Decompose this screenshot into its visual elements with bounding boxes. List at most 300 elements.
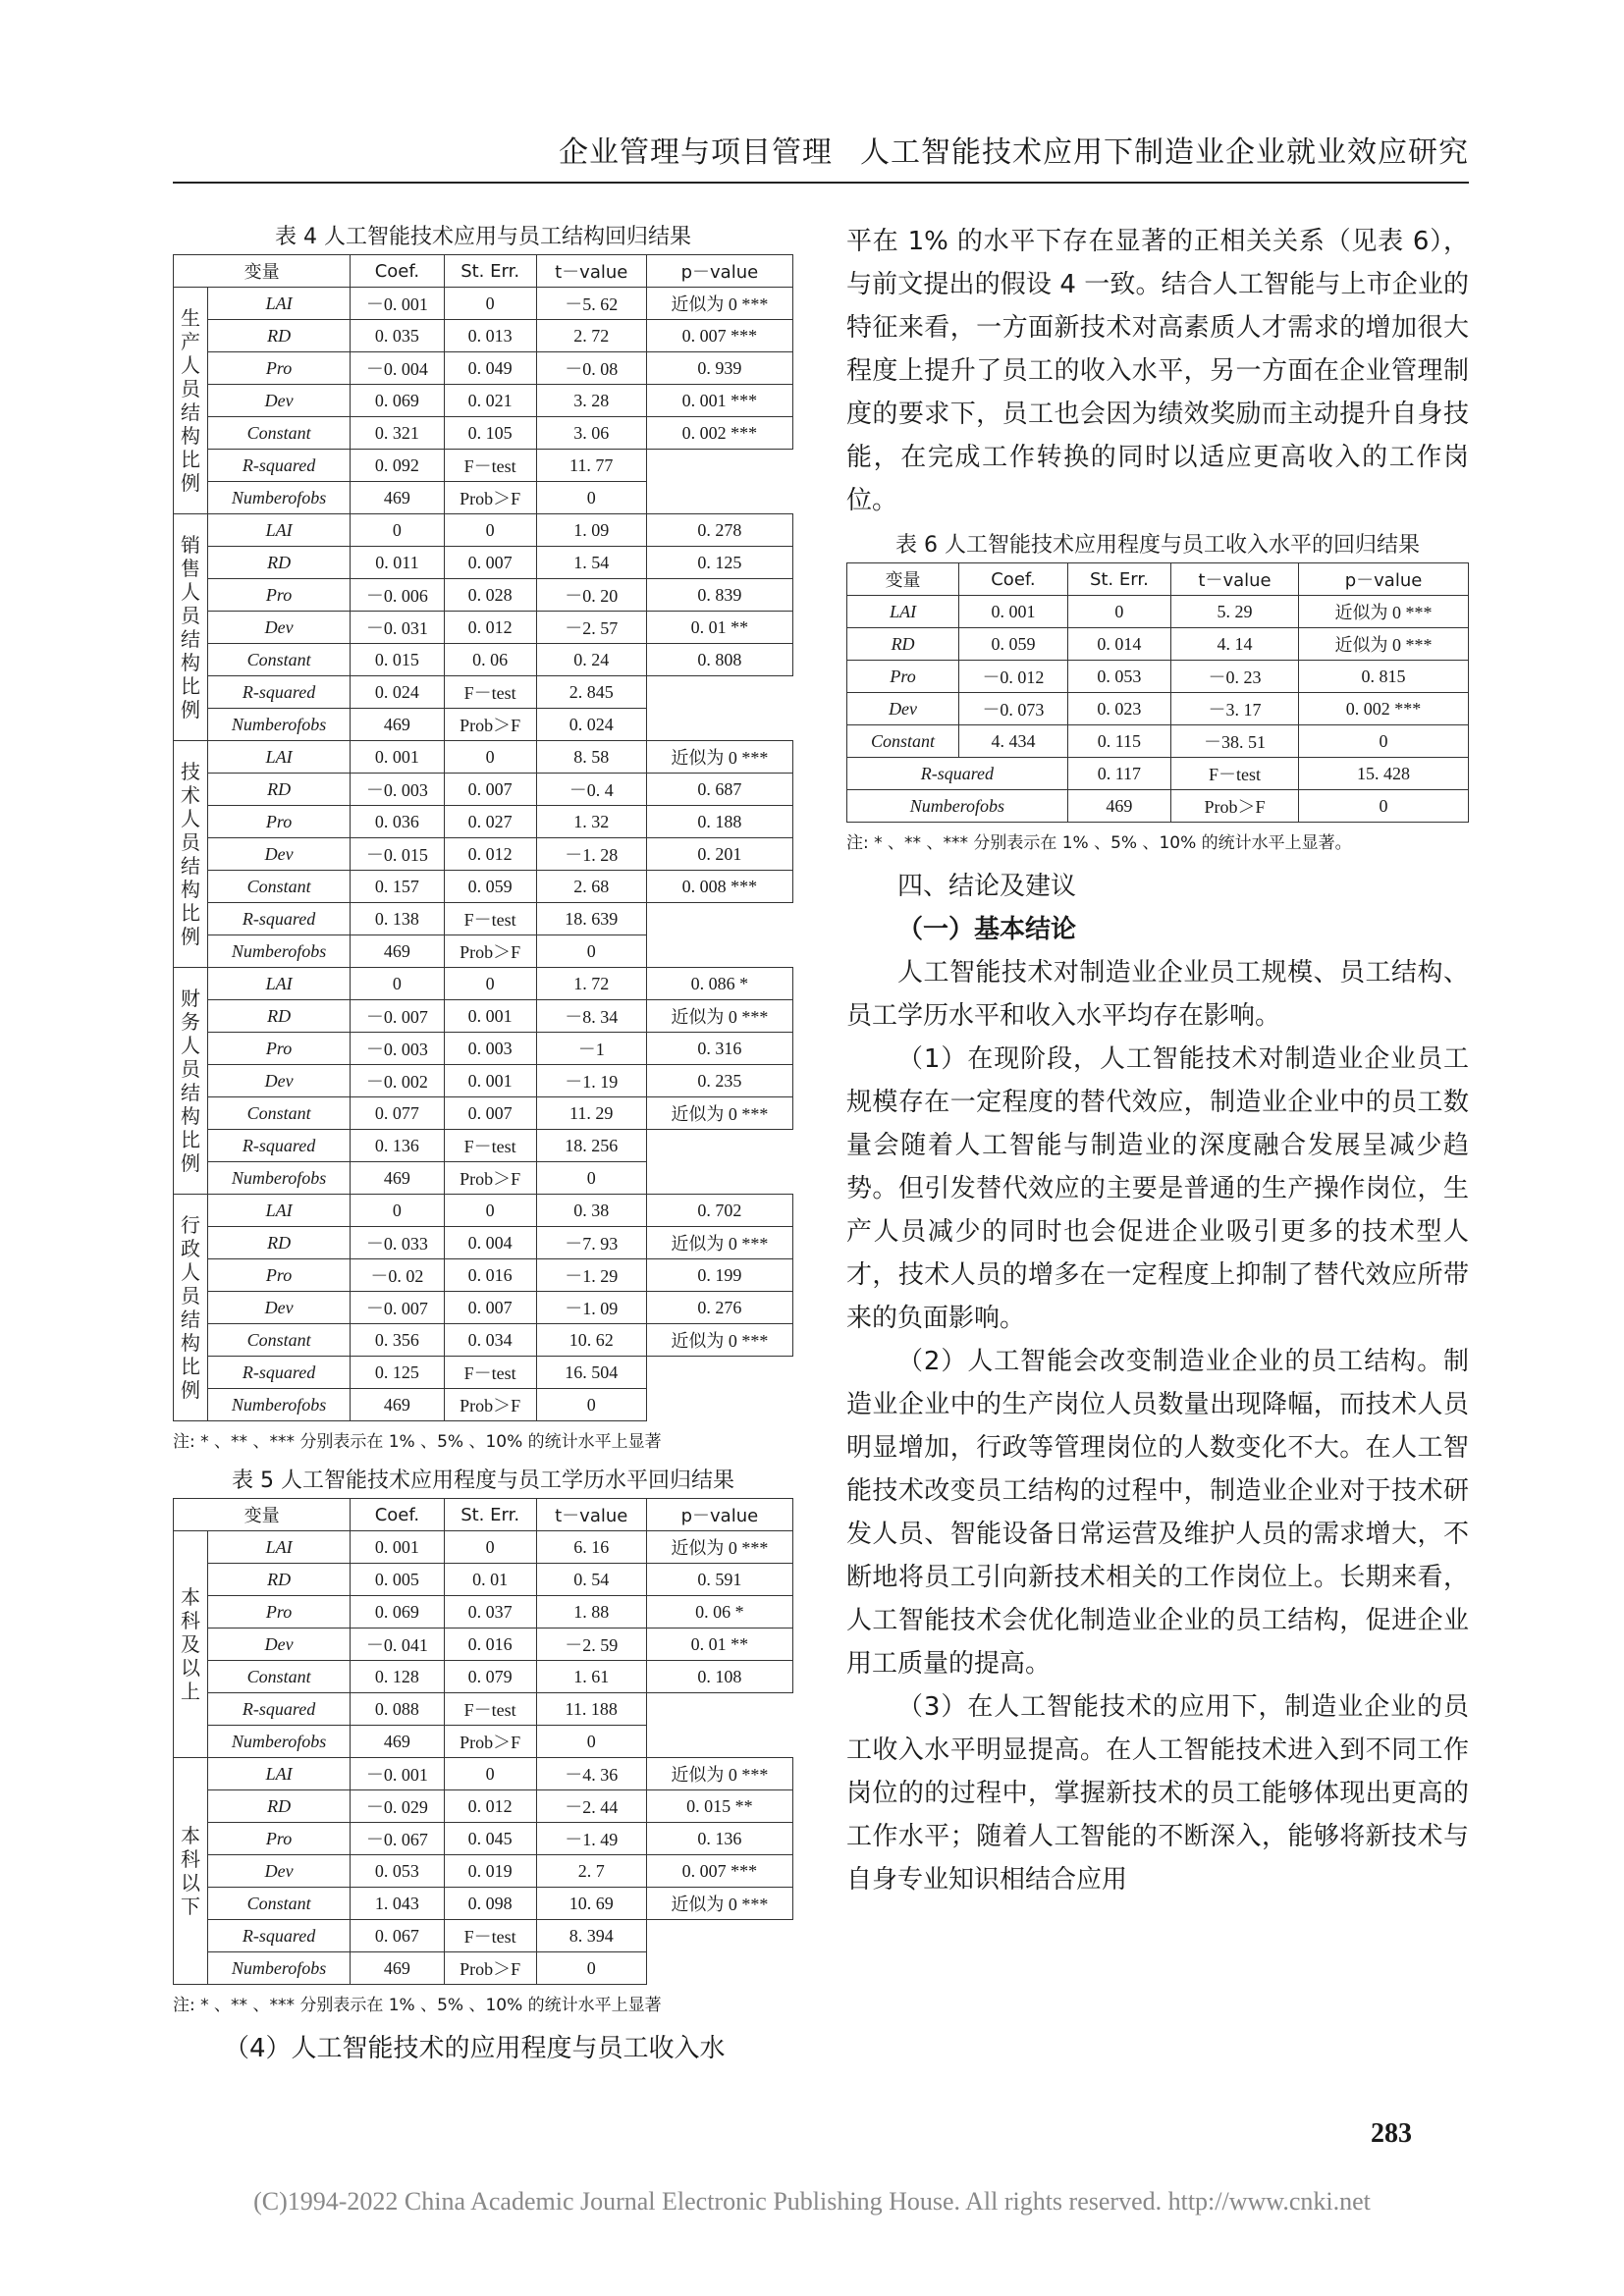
- table-cell: Prob＞F: [444, 935, 536, 968]
- table-row: [174, 1097, 793, 1130]
- table-cell: 0. 06 *: [646, 1596, 792, 1629]
- table-cell: 0: [536, 1726, 646, 1758]
- table-cell: 0: [536, 935, 646, 968]
- variable-name: Constant: [847, 725, 959, 758]
- stat-label: R-squared: [208, 1357, 351, 1389]
- table-row: [847, 725, 1469, 758]
- stat-row: [174, 1952, 793, 1985]
- table-cell: 0. 001: [959, 596, 1068, 628]
- column-header: Coef.: [351, 255, 444, 288]
- table-cell: 0. 023: [1067, 693, 1170, 725]
- table-cell: 0. 086 *: [646, 968, 792, 1000]
- table-cell: F－test: [444, 1130, 536, 1162]
- column-header: 变量: [847, 563, 959, 596]
- table-cell: 2. 845: [536, 676, 646, 709]
- table-cell: －0. 031: [351, 612, 444, 644]
- table-cell: 近似为 0 ***: [646, 741, 792, 774]
- table-cell: 0: [351, 514, 444, 547]
- table-cell: －0. 4: [536, 774, 646, 806]
- table-cell: －8. 34: [536, 1000, 646, 1033]
- table-row: [174, 1596, 793, 1629]
- article-title: 人工智能技术应用下制造业企业就业效应研究: [860, 135, 1469, 170]
- table-cell: 0: [444, 514, 536, 547]
- journal-section: 企业管理与项目管理: [559, 135, 833, 170]
- table-cell: 3. 06: [536, 417, 646, 450]
- stat-row: [174, 935, 793, 968]
- variable-name: LAI: [208, 968, 351, 1000]
- table-cell: 469: [351, 1726, 444, 1758]
- table-cell: 0. 01 **: [646, 612, 792, 644]
- table-cell: 4. 434: [959, 725, 1068, 758]
- variable-name: RD: [208, 1000, 351, 1033]
- table-cell: 0. 125: [646, 547, 792, 579]
- table-cell: 0. 016: [444, 1259, 536, 1292]
- variable-name: Dev: [208, 385, 351, 417]
- table6-note: 注: * 、** 、*** 分别表示在 1% 、5% 、10% 的统计水平上显著。: [846, 833, 1352, 853]
- stat-row: [174, 1389, 793, 1421]
- stat-label: Numberofobs: [208, 1162, 351, 1195]
- body-paragraph: 人工智能技术对制造业企业员工规模、员工结构、员工学历水平和收入水平均存在影响。: [846, 958, 1469, 1031]
- table-cell: 0: [351, 968, 444, 1000]
- table-row: [174, 741, 793, 774]
- column-header: t－value: [1170, 563, 1298, 596]
- variable-name: Dev: [208, 838, 351, 871]
- table-cell: 0. 012: [444, 1790, 536, 1823]
- stat-label: R-squared: [208, 1130, 351, 1162]
- table-cell: 近似为 0 ***: [646, 1324, 792, 1357]
- table-cell: 近似为 0 ***: [646, 1531, 792, 1564]
- stat-label: R-squared: [208, 1920, 351, 1952]
- table-cell: 2. 72: [536, 320, 646, 352]
- table-cell: 0. 007 ***: [646, 1855, 792, 1888]
- table-cell: 1. 32: [536, 806, 646, 838]
- stat-row: [847, 790, 1469, 823]
- table-row: [174, 1000, 793, 1033]
- group-label: 技术人员结构比例: [174, 741, 208, 968]
- table-header-row: [174, 255, 793, 288]
- table-cell: 近似为 0 ***: [646, 1227, 792, 1259]
- table-row: [174, 1564, 793, 1596]
- table-cell: 11. 77: [536, 450, 646, 482]
- table-cell: 近似为 0 ***: [646, 1758, 792, 1790]
- table-cell: 0. 939: [646, 352, 792, 385]
- stat-row: [174, 482, 793, 514]
- table-row: [174, 320, 793, 352]
- table-cell: 0. 002 ***: [1299, 693, 1469, 725]
- table-cell: 0. 024: [351, 676, 444, 709]
- variable-name: Pro: [208, 579, 351, 612]
- table-cell: 469: [351, 709, 444, 741]
- table-cell: －0. 02: [351, 1259, 444, 1292]
- table-cell: 8. 58: [536, 741, 646, 774]
- table-cell: －0. 003: [351, 1033, 444, 1065]
- table-cell: 1. 54: [536, 547, 646, 579]
- stat-label: R-squared: [208, 903, 351, 935]
- table-row: [174, 547, 793, 579]
- table-cell: 0. 024: [536, 709, 646, 741]
- table-cell: 0. 38: [536, 1195, 646, 1227]
- table-cell: 0. 157: [351, 871, 444, 903]
- stat-row: [174, 1357, 793, 1389]
- table-cell: 0. 001: [351, 741, 444, 774]
- table-cell: 0. 117: [1067, 758, 1170, 790]
- body-paragraph: （4）人工智能技术的应用程度与员工收入水: [224, 2034, 726, 2063]
- column-header: Coef.: [351, 1499, 444, 1531]
- table-row: [174, 514, 793, 547]
- table-cell: 0. 06: [444, 644, 536, 676]
- table-row: [174, 1531, 793, 1564]
- table-cell: 0. 059: [959, 628, 1068, 661]
- table-cell: Prob＞F: [444, 1162, 536, 1195]
- table-cell: 1. 88: [536, 1596, 646, 1629]
- variable-name: LAI: [208, 1758, 351, 1790]
- table-cell: 近似为 0 ***: [1299, 628, 1469, 661]
- copyright-footer: (C)1994-2022 China Academic Journal Electronic Publishing House. All rights reserved. http://www.cnki.net: [253, 2187, 1371, 2216]
- table-cell: 10. 62: [536, 1324, 646, 1357]
- table-cell: 0: [1299, 790, 1469, 823]
- group-label: 销售人员结构比例: [174, 514, 208, 741]
- group-label: 本科及以上: [174, 1531, 208, 1758]
- table-cell: 0. 001: [444, 1065, 536, 1097]
- stat-label: Numberofobs: [208, 935, 351, 968]
- table-cell: －5. 62: [536, 288, 646, 320]
- stat-label: Numberofobs: [208, 1952, 351, 1985]
- stat-row: [847, 758, 1469, 790]
- table-row: [847, 693, 1469, 725]
- table-cell: －2. 59: [536, 1629, 646, 1661]
- variable-name: Constant: [208, 417, 351, 450]
- table-cell: Prob＞F: [1170, 790, 1298, 823]
- table-cell: 0. 012: [444, 838, 536, 871]
- variable-name: Pro: [208, 1596, 351, 1629]
- stat-row: [174, 1726, 793, 1758]
- variable-name: Constant: [208, 1888, 351, 1920]
- table-cell: 0. 321: [351, 417, 444, 450]
- column-header: St. Err.: [444, 255, 536, 288]
- table-cell: 0. 088: [351, 1693, 444, 1726]
- table-cell: 2. 68: [536, 871, 646, 903]
- column-header: p－value: [646, 1499, 792, 1531]
- table-cell: 0. 014: [1067, 628, 1170, 661]
- table6-caption: 表 6 人工智能技术应用程度与员工收入水平的回归结果: [895, 533, 1420, 558]
- table-cell: 0. 108: [646, 1661, 792, 1693]
- table6: [846, 562, 1469, 823]
- table-cell: 0. 067: [351, 1920, 444, 1952]
- table5-caption: 表 5 人工智能技术应用程度与员工学历水平回归结果: [232, 1468, 734, 1493]
- column-header: t－value: [536, 255, 646, 288]
- table-cell: 0. 125: [351, 1357, 444, 1389]
- table-cell: 469: [351, 1162, 444, 1195]
- table-cell: 0. 069: [351, 385, 444, 417]
- table-cell: 0. 036: [351, 806, 444, 838]
- table-cell: －38. 51: [1170, 725, 1298, 758]
- table-cell: 0. 013: [444, 320, 536, 352]
- table-cell: 0. 035: [351, 320, 444, 352]
- table-row: [174, 1629, 793, 1661]
- table-cell: －0. 015: [351, 838, 444, 871]
- table-cell: 0. 008 ***: [646, 871, 792, 903]
- table-cell: －2. 44: [536, 1790, 646, 1823]
- table-cell: 0. 001 ***: [646, 385, 792, 417]
- body-paragraph: （3）在人工智能技术的应用下，制造业企业的员工收入水平明显提高。在人工智能技术进入到不同工作岗位的的过程中，掌握新技术的员工能够体现出更高的工作水平；随着人工智能的不断深入，能够将新技术与自身专业知识相结合应用: [846, 1692, 1469, 1895]
- table-cell: 0: [536, 1162, 646, 1195]
- table-cell: 0: [536, 1952, 646, 1985]
- column-header: 变量: [174, 255, 351, 288]
- table-cell: －7. 93: [536, 1227, 646, 1259]
- table-cell: 0. 034: [444, 1324, 536, 1357]
- group-label: 生产人员结构比例: [174, 288, 208, 514]
- table-cell: F－test: [444, 676, 536, 709]
- table-cell: Prob＞F: [444, 1389, 536, 1421]
- table-cell: 3. 28: [536, 385, 646, 417]
- table-row: [174, 1823, 793, 1855]
- variable-name: Constant: [208, 871, 351, 903]
- table-cell: 0. 077: [351, 1097, 444, 1130]
- table-cell: －0. 012: [959, 661, 1068, 693]
- table-cell: －0. 001: [351, 1758, 444, 1790]
- table-cell: 0. 092: [351, 450, 444, 482]
- variable-name: RD: [847, 628, 959, 661]
- group-label: 本科以下: [174, 1758, 208, 1985]
- table-row: [174, 1324, 793, 1357]
- table-cell: －1. 49: [536, 1823, 646, 1855]
- table-cell: 469: [1067, 790, 1170, 823]
- stat-row: [174, 1693, 793, 1726]
- table-row: [174, 1259, 793, 1292]
- table-cell: －0. 003: [351, 774, 444, 806]
- stat-row: [174, 903, 793, 935]
- table-row: [847, 596, 1469, 628]
- table-cell: －1. 19: [536, 1065, 646, 1097]
- table-cell: －0. 029: [351, 1790, 444, 1823]
- table-cell: 16. 504: [536, 1357, 646, 1389]
- table-cell: 0. 007: [444, 1292, 536, 1324]
- variable-name: Constant: [208, 1097, 351, 1130]
- table-cell: 0. 011: [351, 547, 444, 579]
- table-cell: 0. 001: [444, 1000, 536, 1033]
- variable-name: Constant: [208, 644, 351, 676]
- table-cell: 0. 316: [646, 1033, 792, 1065]
- table-cell: 0. 019: [444, 1855, 536, 1888]
- table-cell: －0. 073: [959, 693, 1068, 725]
- table-cell: 6. 16: [536, 1531, 646, 1564]
- table-cell: F－test: [444, 450, 536, 482]
- left-column: [173, 220, 793, 2070]
- variable-name: Pro: [847, 661, 959, 693]
- table-cell: Prob＞F: [444, 482, 536, 514]
- column-header: St. Err.: [444, 1499, 536, 1531]
- section-heading: 四、结论及建议: [897, 872, 1077, 901]
- column-header: Coef.: [959, 563, 1068, 596]
- table-cell: 0. 839: [646, 579, 792, 612]
- column-header: 变量: [174, 1499, 351, 1531]
- table-row: [847, 628, 1469, 661]
- table-row: [174, 774, 793, 806]
- table4: [173, 254, 793, 1421]
- table-cell: 0. 199: [646, 1259, 792, 1292]
- table-cell: 0. 687: [646, 774, 792, 806]
- variable-name: Dev: [208, 1855, 351, 1888]
- table-cell: 0: [536, 1389, 646, 1421]
- table-cell: 0. 012: [444, 612, 536, 644]
- stat-label: Numberofobs: [208, 1726, 351, 1758]
- table-cell: Prob＞F: [444, 709, 536, 741]
- table-cell: －0. 001: [351, 288, 444, 320]
- stat-row: [174, 1130, 793, 1162]
- table-row: [174, 871, 793, 903]
- running-header: [559, 128, 1469, 171]
- table-cell: 0. 002 ***: [646, 417, 792, 450]
- table-cell: 0. 235: [646, 1065, 792, 1097]
- table-row: [174, 1065, 793, 1097]
- table-cell: F－test: [1170, 758, 1298, 790]
- table-row: [174, 806, 793, 838]
- table-cell: －4. 36: [536, 1758, 646, 1790]
- variable-name: Dev: [208, 1629, 351, 1661]
- table-row: [174, 612, 793, 644]
- table-cell: －0. 004: [351, 352, 444, 385]
- table-cell: －0. 067: [351, 1823, 444, 1855]
- table-row: [174, 1888, 793, 1920]
- table-cell: 1. 72: [536, 968, 646, 1000]
- table-cell: 0. 01: [444, 1564, 536, 1596]
- table-cell: Prob＞F: [444, 1952, 536, 1985]
- table-cell: －1. 09: [536, 1292, 646, 1324]
- variable-name: LAI: [208, 1195, 351, 1227]
- table-cell: 2. 7: [536, 1855, 646, 1888]
- table-cell: 0. 115: [1067, 725, 1170, 758]
- stat-row: [174, 676, 793, 709]
- table-cell: －0. 20: [536, 579, 646, 612]
- table-row: [174, 644, 793, 676]
- table-cell: 0. 188: [646, 806, 792, 838]
- table-cell: 0. 005: [351, 1564, 444, 1596]
- table-cell: 0. 015: [351, 644, 444, 676]
- table-cell: 0. 098: [444, 1888, 536, 1920]
- table-cell: 0. 105: [444, 417, 536, 450]
- table-cell: 0: [444, 1758, 536, 1790]
- table-cell: 0. 059: [444, 871, 536, 903]
- table-cell: 0: [444, 1195, 536, 1227]
- table-row: [174, 1790, 793, 1823]
- table-cell: 0. 015 **: [646, 1790, 792, 1823]
- table-cell: 0. 01 **: [646, 1629, 792, 1661]
- variable-name: LAI: [208, 514, 351, 547]
- table-cell: 0: [351, 1195, 444, 1227]
- table-cell: 0. 54: [536, 1564, 646, 1596]
- table-cell: 0. 069: [351, 1596, 444, 1629]
- table4-note: 注: * 、** 、*** 分别表示在 1% 、5% 、10% 的统计水平上显著: [173, 1432, 662, 1452]
- table-cell: －3. 17: [1170, 693, 1298, 725]
- table-cell: 469: [351, 935, 444, 968]
- table-row: [174, 417, 793, 450]
- table-cell: －1. 28: [536, 838, 646, 871]
- table-row: [174, 1758, 793, 1790]
- table-cell: 0. 808: [646, 644, 792, 676]
- table-cell: 0. 356: [351, 1324, 444, 1357]
- table-cell: 0. 003: [444, 1033, 536, 1065]
- variable-name: LAI: [208, 288, 351, 320]
- table-cell: 0. 045: [444, 1823, 536, 1855]
- table-cell: F－test: [444, 903, 536, 935]
- table-cell: F－test: [444, 1357, 536, 1389]
- table4-caption: 表 4 人工智能技术应用与员工结构回归结果: [275, 225, 691, 249]
- table-cell: －2. 57: [536, 612, 646, 644]
- table-cell: －0. 002: [351, 1065, 444, 1097]
- table-cell: －0. 007: [351, 1000, 444, 1033]
- table-cell: 0. 053: [351, 1855, 444, 1888]
- table-cell: 0. 001: [351, 1531, 444, 1564]
- table-cell: 0. 276: [646, 1292, 792, 1324]
- table-cell: 0. 049: [444, 352, 536, 385]
- table-cell: 0. 136: [646, 1823, 792, 1855]
- variable-name: Pro: [208, 352, 351, 385]
- variable-name: LAI: [208, 1531, 351, 1564]
- table-cell: －0. 08: [536, 352, 646, 385]
- table-cell: 0. 037: [444, 1596, 536, 1629]
- table-cell: 0: [444, 288, 536, 320]
- table-cell: 0. 278: [646, 514, 792, 547]
- column-header: t－value: [536, 1499, 646, 1531]
- variable-name: RD: [208, 1564, 351, 1596]
- table-header-row: [847, 563, 1469, 596]
- table-cell: －1. 29: [536, 1259, 646, 1292]
- table-cell: 0. 138: [351, 903, 444, 935]
- stat-label: R-squared: [847, 758, 1068, 790]
- table-header-row: [174, 1499, 793, 1531]
- stat-label: Numberofobs: [208, 1389, 351, 1421]
- table-cell: 0. 021: [444, 385, 536, 417]
- stat-label: R-squared: [208, 450, 351, 482]
- stat-row: [174, 1920, 793, 1952]
- stat-label: R-squared: [208, 676, 351, 709]
- table-cell: 1. 61: [536, 1661, 646, 1693]
- table-cell: －0. 041: [351, 1629, 444, 1661]
- variable-name: Constant: [208, 1661, 351, 1693]
- stat-row: [174, 1162, 793, 1195]
- table-cell: 近似为 0 ***: [646, 1888, 792, 1920]
- table-cell: 0: [1067, 596, 1170, 628]
- table-cell: 0. 053: [1067, 661, 1170, 693]
- table-cell: 18. 639: [536, 903, 646, 935]
- variable-name: Pro: [208, 1823, 351, 1855]
- table-row: [174, 385, 793, 417]
- table-cell: 0: [444, 968, 536, 1000]
- table-cell: 0. 007 ***: [646, 320, 792, 352]
- variable-name: Pro: [208, 806, 351, 838]
- stat-label: R-squared: [208, 1693, 351, 1726]
- table-cell: 469: [351, 482, 444, 514]
- table-row: [174, 1661, 793, 1693]
- variable-name: LAI: [208, 741, 351, 774]
- variable-name: Dev: [847, 693, 959, 725]
- table-cell: 469: [351, 1952, 444, 1985]
- table-cell: 1. 043: [351, 1888, 444, 1920]
- table-cell: －0. 006: [351, 579, 444, 612]
- body-paragraph: （1）在现阶段，人工智能技术对制造业企业员工规模存在一定程度的替代效应，制造业企业中的员工数量会随着人工智能与制造业的深度融合发展呈减少趋势。但引发替代效应的主要是普通的生产操作岗位，生产人员减少的同时也会促进企业吸引更多的技术型人才，技术人员的增多在一定程度上抑制了替代效应所带来的负面影响。: [846, 1044, 1469, 1333]
- variable-name: RD: [208, 547, 351, 579]
- group-label: 行政人员结构比例: [174, 1195, 208, 1421]
- stat-label: Numberofobs: [208, 482, 351, 514]
- table-cell: 0. 027: [444, 806, 536, 838]
- column-header: St. Err.: [1067, 563, 1170, 596]
- group-label: 财务人员结构比例: [174, 968, 208, 1195]
- table-cell: 近似为 0 ***: [646, 1000, 792, 1033]
- variable-name: Constant: [208, 1324, 351, 1357]
- table-cell: 0. 591: [646, 1564, 792, 1596]
- table-cell: 0. 201: [646, 838, 792, 871]
- table-row: [174, 1227, 793, 1259]
